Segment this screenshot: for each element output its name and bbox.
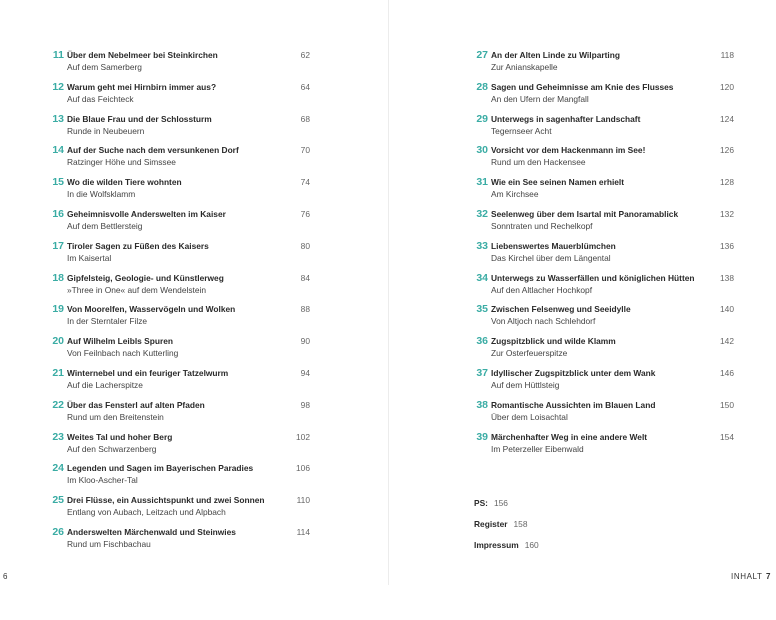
page-number: 98 bbox=[300, 399, 310, 410]
tour-title: Drei Flüsse, ein Aussichtspunkt und zwei Sonnen bbox=[67, 495, 265, 506]
tour-number: 17 bbox=[52, 239, 64, 252]
tour-subtitle: Im Peterzeller Eibenwald bbox=[491, 443, 584, 454]
tour-number: 27 bbox=[476, 49, 488, 61]
tour-number: 15 bbox=[52, 176, 64, 189]
page-number: 110 bbox=[296, 495, 310, 506]
tour-number: 22 bbox=[52, 398, 64, 411]
toc-entry bbox=[44, 366, 310, 398]
toc-entry bbox=[468, 143, 734, 175]
page-number: 146 bbox=[720, 367, 734, 378]
tour-number: 16 bbox=[52, 207, 64, 220]
toc-entry bbox=[44, 398, 310, 430]
page-number: 154 bbox=[720, 431, 734, 442]
tour-number: 31 bbox=[476, 176, 488, 189]
toc-entry bbox=[44, 271, 310, 303]
tour-subtitle: Runde in Neubeuern bbox=[67, 125, 145, 136]
page-number: 140 bbox=[720, 304, 734, 315]
page-number: 106 bbox=[296, 463, 310, 474]
page-number: 118 bbox=[720, 50, 734, 60]
tour-subtitle: In die Wolfsklamm bbox=[67, 189, 136, 200]
tour-subtitle: Im Kloo-Ascher-Tal bbox=[67, 475, 138, 486]
tour-number: 21 bbox=[52, 366, 64, 379]
toc-left-column bbox=[44, 48, 310, 557]
tour-title: Geheimnisvolle Anderswelten im Kaiser bbox=[67, 208, 226, 219]
tour-title: Unterwegs in sagenhafter Landschaft bbox=[491, 113, 641, 124]
tour-subtitle: Rund um Fischbachau bbox=[67, 538, 151, 549]
toc-entry bbox=[44, 175, 310, 207]
toc-entry bbox=[44, 525, 310, 557]
page-number: 88 bbox=[300, 304, 310, 315]
page-number: 64 bbox=[300, 81, 310, 92]
tour-title: Legenden und Sagen im Bayerischen Paradies bbox=[67, 463, 254, 474]
page-number: 132 bbox=[720, 208, 734, 219]
tour-subtitle: »Three in One« auf dem Wendelstein bbox=[67, 284, 207, 295]
page-number: 74 bbox=[300, 177, 310, 188]
tour-number: 20 bbox=[52, 335, 64, 348]
tour-title: Romantische Aussichten im Blauen Land bbox=[491, 399, 656, 410]
toc-entry bbox=[468, 430, 734, 462]
tour-title: Weites Tal und hoher Berg bbox=[67, 431, 173, 442]
toc-entry bbox=[468, 334, 734, 366]
extra-label: PS: bbox=[474, 498, 488, 508]
page-number: 124 bbox=[720, 113, 734, 124]
tour-subtitle: Zur Osterfeuerspitze bbox=[491, 348, 568, 359]
tour-title: Warum geht mei Hirnbirn immer aus? bbox=[67, 81, 217, 92]
toc-entry bbox=[44, 461, 310, 493]
page-number: 128 bbox=[720, 177, 734, 188]
toc-entry bbox=[44, 112, 310, 144]
tour-number: 38 bbox=[476, 398, 488, 411]
tour-title: An der Alten Linde zu Wilparting bbox=[491, 50, 620, 60]
toc-entry bbox=[468, 112, 734, 144]
tour-title: Winternebel und ein feuriger Tatzelwurm bbox=[67, 367, 229, 378]
extra-label: Register bbox=[474, 519, 508, 529]
toc-entry bbox=[44, 430, 310, 462]
tour-number: 37 bbox=[476, 366, 488, 379]
tour-number: 12 bbox=[52, 80, 64, 93]
running-footer-label: INHALT bbox=[731, 572, 763, 581]
page-number: 80 bbox=[300, 240, 310, 251]
tour-number: 25 bbox=[52, 494, 64, 507]
toc-extras bbox=[474, 498, 539, 561]
tour-subtitle: Ratzinger Höhe und Simssee bbox=[67, 157, 176, 168]
tour-subtitle: Im Kaisertal bbox=[67, 252, 112, 263]
tour-subtitle: Entlang von Aubach, Leitzach und Alpbach bbox=[67, 507, 226, 518]
tour-title: Von Moorelfen, Wasservögeln und Wolken bbox=[67, 304, 236, 315]
page-number-left: 6 bbox=[3, 572, 8, 581]
toc-entry bbox=[44, 207, 310, 239]
tour-number: 36 bbox=[476, 335, 488, 348]
page-number: 142 bbox=[720, 336, 734, 347]
tour-title: Zwischen Felsenweg und Seeidylle bbox=[491, 304, 631, 315]
tour-number: 19 bbox=[52, 303, 64, 316]
tour-number: 32 bbox=[476, 207, 488, 220]
tour-subtitle: In der Sterntaler Filze bbox=[67, 316, 148, 327]
page-number: 62 bbox=[300, 50, 310, 60]
page-number: 126 bbox=[720, 145, 734, 156]
page-number: 138 bbox=[720, 272, 734, 283]
toc-entry bbox=[468, 48, 734, 80]
tour-subtitle: Auf dem Bettlersteig bbox=[67, 220, 143, 231]
tour-title: Wo die wilden Tiere wohnten bbox=[67, 177, 182, 188]
toc-entry bbox=[468, 271, 734, 303]
tour-subtitle: Von Altjoch nach Schlehdorf bbox=[491, 316, 596, 327]
toc-entry bbox=[468, 175, 734, 207]
toc-extra-entry bbox=[474, 540, 539, 561]
tour-number: 39 bbox=[476, 430, 488, 443]
toc-entry bbox=[468, 207, 734, 239]
tour-title: Vorsicht vor dem Hackenmann im See! bbox=[491, 145, 646, 156]
tour-title: Über das Fensterl auf alten Pfaden bbox=[67, 399, 205, 410]
toc-entry bbox=[44, 239, 310, 271]
tour-subtitle: An den Ufern der Mangfall bbox=[491, 93, 589, 104]
tour-subtitle: Auf den Schwarzenberg bbox=[67, 443, 157, 454]
tour-title: Die Blaue Frau und der Schlossturm bbox=[67, 113, 212, 124]
toc-extra-entry bbox=[474, 519, 539, 540]
page-number: 70 bbox=[300, 145, 310, 156]
page-number-right: 7 bbox=[766, 572, 771, 581]
toc-entry bbox=[44, 302, 310, 334]
tour-title: Über dem Nebelmeer bei Steinkirchen bbox=[67, 50, 218, 60]
toc-entry bbox=[44, 334, 310, 366]
tour-title: Unterwegs zu Wasserfällen und königlichen Hütten bbox=[491, 272, 695, 283]
tour-number: 26 bbox=[52, 525, 64, 538]
tour-subtitle: Am Kirchsee bbox=[491, 189, 539, 200]
toc-entry bbox=[468, 80, 734, 112]
tour-number: 34 bbox=[476, 271, 488, 284]
tour-subtitle: Sonntraten und Rechelkopf bbox=[491, 220, 593, 231]
tour-title: Wie ein See seinen Namen erhielt bbox=[491, 177, 625, 188]
toc-entry bbox=[44, 48, 310, 80]
page-number: 136 bbox=[720, 240, 734, 251]
tour-subtitle: Das Kirchel über dem Längental bbox=[491, 252, 611, 263]
page-number: 76 bbox=[300, 208, 310, 219]
page-number: 114 bbox=[296, 526, 310, 537]
tour-title: Liebenswertes Mauerblümchen bbox=[491, 240, 616, 251]
page-number: 120 bbox=[720, 81, 734, 92]
tour-number: 23 bbox=[52, 430, 64, 443]
extra-label: Impressum bbox=[474, 540, 519, 550]
tour-subtitle: Tegernseer Acht bbox=[491, 125, 552, 136]
tour-subtitle: Zur Anianskapelle bbox=[491, 62, 558, 72]
page-number: 158 bbox=[513, 519, 528, 529]
page-number: 94 bbox=[300, 367, 310, 378]
tour-number: 24 bbox=[52, 462, 64, 475]
toc-entry bbox=[468, 302, 734, 334]
tour-number: 11 bbox=[52, 49, 64, 61]
tour-title: Auf Wilhelm Leibls Spuren bbox=[67, 336, 174, 347]
tour-subtitle: Auf das Feichteck bbox=[67, 93, 134, 104]
tour-title: Anderswelten Märchenwald und Steinwies bbox=[67, 526, 236, 537]
page-number: 156 bbox=[493, 498, 508, 508]
tour-title: Zugspitzblick und wilde Klamm bbox=[491, 336, 616, 347]
toc-entry bbox=[468, 398, 734, 430]
tour-number: 30 bbox=[476, 144, 488, 157]
tour-subtitle: Rund um den Breitenstein bbox=[67, 411, 164, 422]
tour-title: Seelenweg über dem Isartal mit Panoramablick bbox=[491, 208, 679, 219]
tour-title: Idyllischer Zugspitzblick unter dem Wank bbox=[491, 367, 656, 378]
toc-right-column bbox=[468, 48, 734, 461]
tour-title: Gipfelsteig, Geologie- und Künstlerweg bbox=[67, 272, 224, 283]
toc-entry bbox=[44, 143, 310, 175]
tour-subtitle: Auf die Lacherspitze bbox=[67, 379, 143, 390]
tour-title: Sagen und Geheimnisse am Knie des Flusses bbox=[491, 81, 674, 92]
page-number: 84 bbox=[300, 272, 310, 283]
tour-number: 33 bbox=[476, 239, 488, 252]
toc-entry bbox=[468, 239, 734, 271]
tour-subtitle: Über dem Loisachtal bbox=[491, 411, 568, 422]
tour-subtitle: Rund um den Hackensee bbox=[491, 157, 586, 168]
tour-number: 28 bbox=[476, 80, 488, 93]
tour-subtitle: Auf den Altlacher Hochkopf bbox=[491, 284, 593, 295]
page-number: 150 bbox=[720, 399, 734, 410]
tour-number: 18 bbox=[52, 271, 64, 284]
toc-entry bbox=[468, 366, 734, 398]
toc-entry bbox=[44, 493, 310, 525]
tour-subtitle: Von Feilnbach nach Kutterling bbox=[67, 348, 179, 359]
toc-extra-entry bbox=[474, 498, 539, 519]
toc-entry bbox=[44, 80, 310, 112]
page-number: 102 bbox=[296, 431, 310, 442]
tour-subtitle: Auf dem Hüttlsteig bbox=[491, 379, 560, 390]
tour-number: 29 bbox=[476, 112, 488, 125]
page-number: 68 bbox=[300, 113, 310, 124]
page-gutter bbox=[388, 0, 389, 585]
page-number: 90 bbox=[300, 336, 310, 347]
page-number: 160 bbox=[524, 540, 539, 550]
tour-subtitle: Auf dem Samerberg bbox=[67, 62, 142, 72]
tour-number: 14 bbox=[52, 144, 64, 157]
tour-number: 35 bbox=[476, 303, 488, 316]
tour-title: Auf der Suche nach dem versunkenen Dorf bbox=[67, 145, 239, 156]
tour-title: Märchenhafter Weg in eine andere Welt bbox=[491, 431, 648, 442]
tour-title: Tiroler Sagen zu Füßen des Kaisers bbox=[67, 240, 209, 251]
tour-number: 13 bbox=[52, 112, 64, 125]
